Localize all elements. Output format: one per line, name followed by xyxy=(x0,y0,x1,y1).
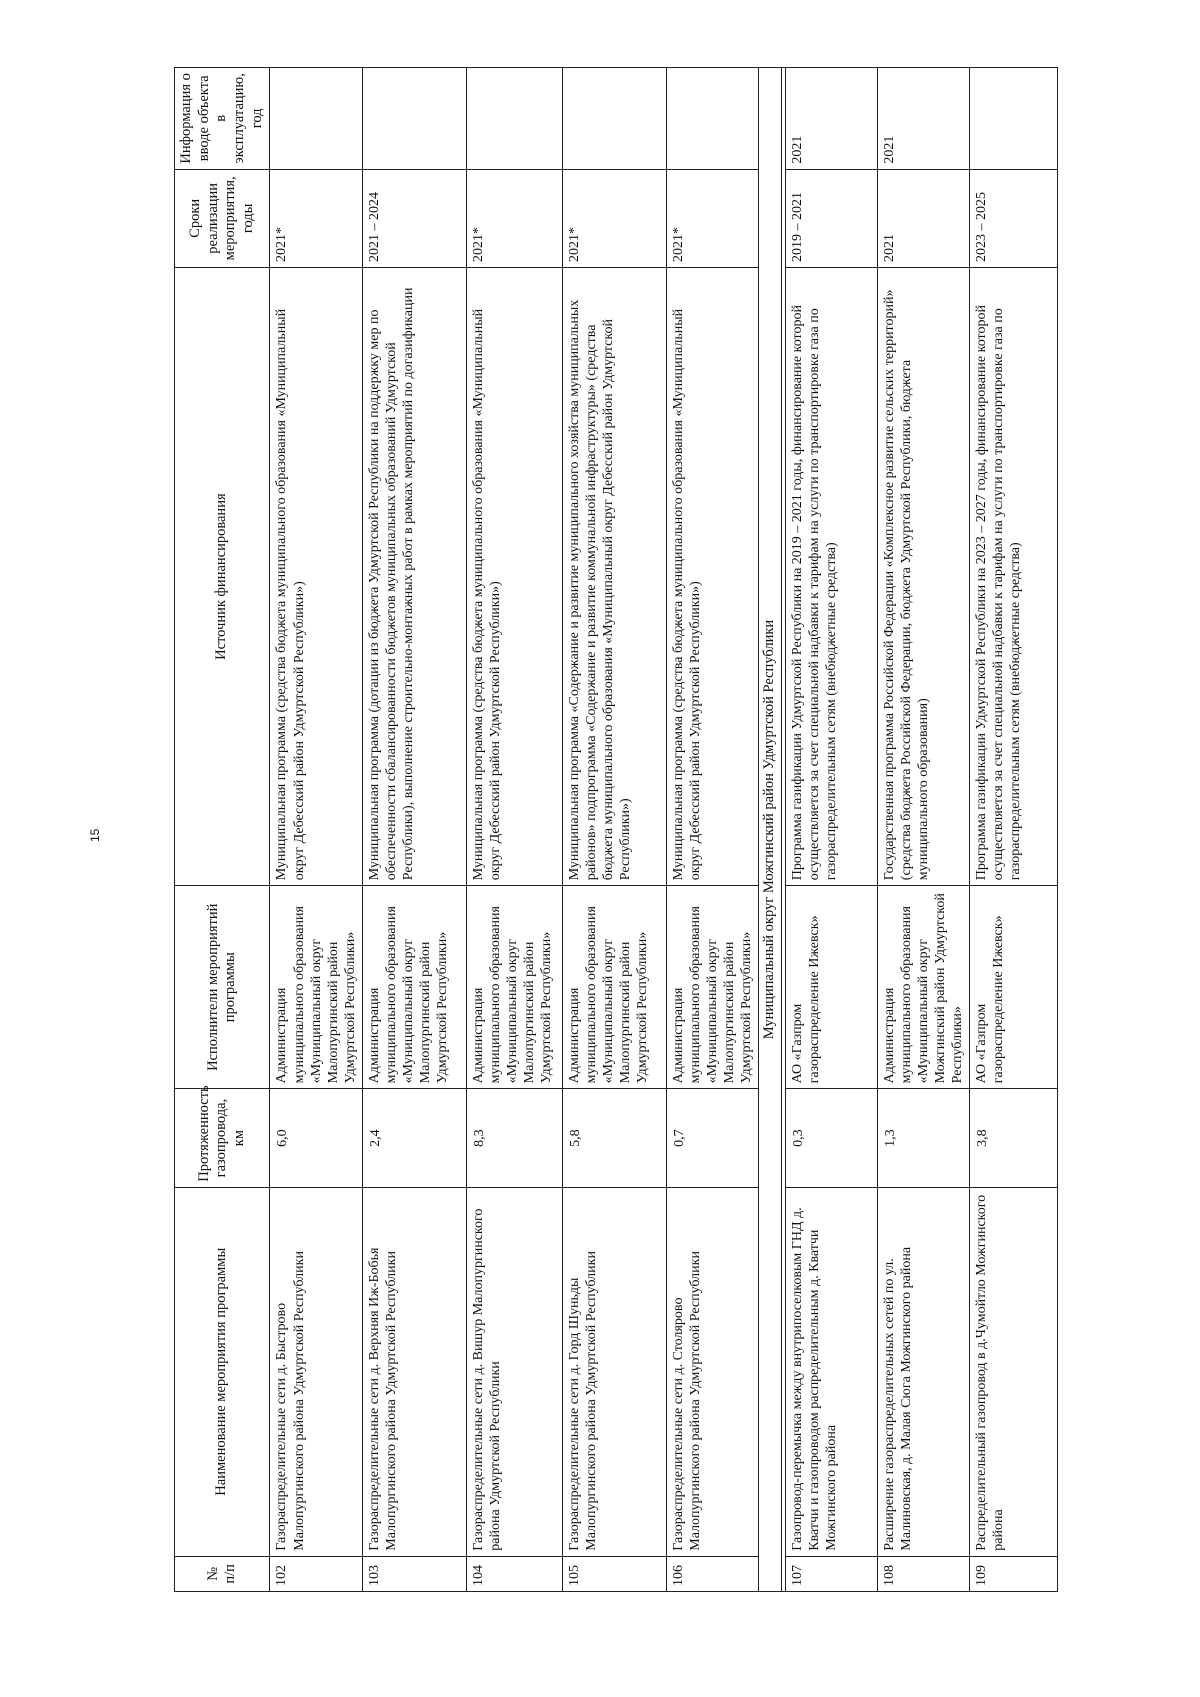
row-source: Муниципальная программа (средства бюджета муниципального образования «Муниципальный округ Дебесский район Удмуртской Республики») xyxy=(270,268,362,886)
row-source: Муниципальная программа (средства бюджета муниципального образования «Муниципальный округ Дебесский район Удмуртской Республики») xyxy=(666,268,758,886)
table-row xyxy=(666,68,758,1592)
row-source: Муниципальная программа (дотации из бюджета Удмуртской Республики на поддержку мер по обеспеченности сбалансированности бюджетов муниципальных образований Удмуртской Республики), выполнение строительно-монтажных работ в рамках мероприятий по догазификации xyxy=(362,268,466,886)
row-period: 2021 – 2024 xyxy=(362,169,466,267)
table-row xyxy=(466,68,562,1592)
row-source: Государственная программа Российской Федерации «Комплексное развитие сельских территорий» (средства бюджета Российской Федерации, бюджета Удмуртской Республики, бюджета муниципального образования) xyxy=(877,268,969,886)
table-row xyxy=(877,68,969,1592)
row-name: Распределительный газопровод в д.Чумойтло Можгинского района xyxy=(970,1187,1058,1556)
row-commissioning xyxy=(970,68,1058,170)
row-num: 104 xyxy=(466,1556,562,1591)
header-commissioning: Информация о вводе объекта в эксплуатацию, год xyxy=(175,68,270,170)
row-length: 3,8 xyxy=(970,1089,1058,1187)
row-name: Газораспределительные сети д. Верхняя Иж-Бобья Малопургинского района Удмуртской Республики xyxy=(362,1187,466,1556)
rotated-table-container xyxy=(174,67,1052,1592)
row-length: 0,7 xyxy=(666,1089,758,1187)
row-executor: АО «Газпром газораспределение Ижевск» xyxy=(785,886,877,1089)
row-source: Программа газификации Удмуртской Республики на 2023 – 2027 годы, финансирование которой осуществляется за счет специальной надбавки к тарифам на услуги по транспортировке газа по газораспределительным сетям (внебюджетные средства) xyxy=(970,268,1058,886)
table-row xyxy=(270,68,362,1592)
header-period: Сроки реализации мероприятия, годы xyxy=(175,169,270,267)
row-num: 103 xyxy=(362,1556,466,1591)
row-commissioning xyxy=(562,68,666,170)
row-executor: Администрация муниципального образования «Муниципальный округ Малопургинский район Удмуртской Республики» xyxy=(362,886,466,1089)
section-title: Муниципальный округ Можгинский район Удмуртской Республики xyxy=(759,68,782,1592)
row-length: 0,3 xyxy=(785,1089,877,1187)
row-name: Газораспределительные сети д. Вишур Малопургинского района Удмуртской Республики xyxy=(466,1187,562,1556)
row-name: Расширение газораспределительных сетей по ул. Малиновская, д. Малая Сюга Можгинского района xyxy=(877,1187,969,1556)
row-num: 107 xyxy=(785,1556,877,1591)
row-executor: Администрация муниципального образования «Муниципальный округ Можгинский район Удмуртской Республики» xyxy=(877,886,969,1089)
header-source: Источник финансирования xyxy=(175,268,270,886)
table-header-row xyxy=(175,68,270,1592)
row-period: 2021* xyxy=(562,169,666,267)
row-commissioning: 2021 xyxy=(877,68,969,170)
row-commissioning xyxy=(466,68,562,170)
row-length: 1,3 xyxy=(877,1089,969,1187)
row-period: 2019 – 2021 xyxy=(785,169,877,267)
row-commissioning xyxy=(270,68,362,170)
table-row xyxy=(562,68,666,1592)
row-executor: Администрация муниципального образования «Муниципальный округ Малопургинский район Удмуртской Республики» xyxy=(466,886,562,1089)
row-period: 2021* xyxy=(270,169,362,267)
row-length: 5,8 xyxy=(562,1089,666,1187)
table-row xyxy=(970,68,1058,1592)
row-name: Газораспределительные сети д. Быстрово Малопургинского района Удмуртской Республики xyxy=(270,1187,362,1556)
row-length: 2,4 xyxy=(362,1089,466,1187)
row-executor: Администрация муниципального образования «Муниципальный округ Малопургинский район Удмуртской Республики» xyxy=(562,886,666,1089)
header-executors: Исполнители мероприятий программы xyxy=(175,886,270,1089)
row-commissioning xyxy=(362,68,466,170)
row-num: 106 xyxy=(666,1556,758,1591)
row-period: 2021* xyxy=(466,169,562,267)
row-name: Газораспределительные сети д. Столярово Малопургинского района Удмуртской Республики xyxy=(666,1187,758,1556)
row-period: 2023 – 2025 xyxy=(970,169,1058,267)
row-source: Муниципальная программа «Содержание и развитие муниципального хозяйства муниципальных районов» подпрограмма «Содержание и развитие коммунальной инфраструктуры» (средства бюджета муниципального образования «Муниципальный округ Дебесский район Удмуртской Республики») xyxy=(562,268,666,886)
table-row xyxy=(362,68,466,1592)
row-commissioning xyxy=(666,68,758,170)
row-source: Программа газификации Удмуртской Республики на 2019 – 2021 годы, финансирование которой осуществляется за счет специальной надбавки к тарифам на услуги по транспортировке газа по газораспределительным сетям (внебюджетные средства) xyxy=(785,268,877,886)
table-row xyxy=(785,68,877,1592)
row-executor: Администрация муниципального образования «Муниципальный округ Малопургинский район Удмуртской Республики» xyxy=(666,886,758,1089)
gas-program-table xyxy=(174,67,1058,1592)
row-name: Газопровод-перемычка между внутрипоселковым ГНД д. Кватчи и газопроводом распределительным д. Кватчи Можгинского района xyxy=(785,1187,877,1556)
row-length: 6,0 xyxy=(270,1089,362,1187)
row-executor: АО «Газпром газораспределение Ижевск» xyxy=(970,886,1058,1089)
row-num: 102 xyxy=(270,1556,362,1591)
row-num: 109 xyxy=(970,1556,1058,1591)
header-num: № п/п xyxy=(175,1556,270,1591)
section-row xyxy=(759,68,782,1592)
row-num: 108 xyxy=(877,1556,969,1591)
row-executor: Администрация муниципального образования «Муниципальный округ Малопургинский район Удмуртской Республики» xyxy=(270,886,362,1089)
row-period: 2021* xyxy=(666,169,758,267)
row-name: Газораспределительные сети д. Горд Шуньды Малопургинского района Удмуртской Республики xyxy=(562,1187,666,1556)
row-period: 2021 xyxy=(877,169,969,267)
row-commissioning: 2021 xyxy=(785,68,877,170)
row-num: 105 xyxy=(562,1556,666,1591)
header-name: Наименование мероприятия программы xyxy=(175,1187,270,1556)
header-length: Протяженность газопровода, км xyxy=(175,1089,270,1187)
row-source: Муниципальная программа (средства бюджета муниципального образования «Муниципальный округ Дебесский район Удмуртской Республики») xyxy=(466,268,562,886)
row-length: 8,3 xyxy=(466,1089,562,1187)
page-number: 15 xyxy=(88,828,102,842)
